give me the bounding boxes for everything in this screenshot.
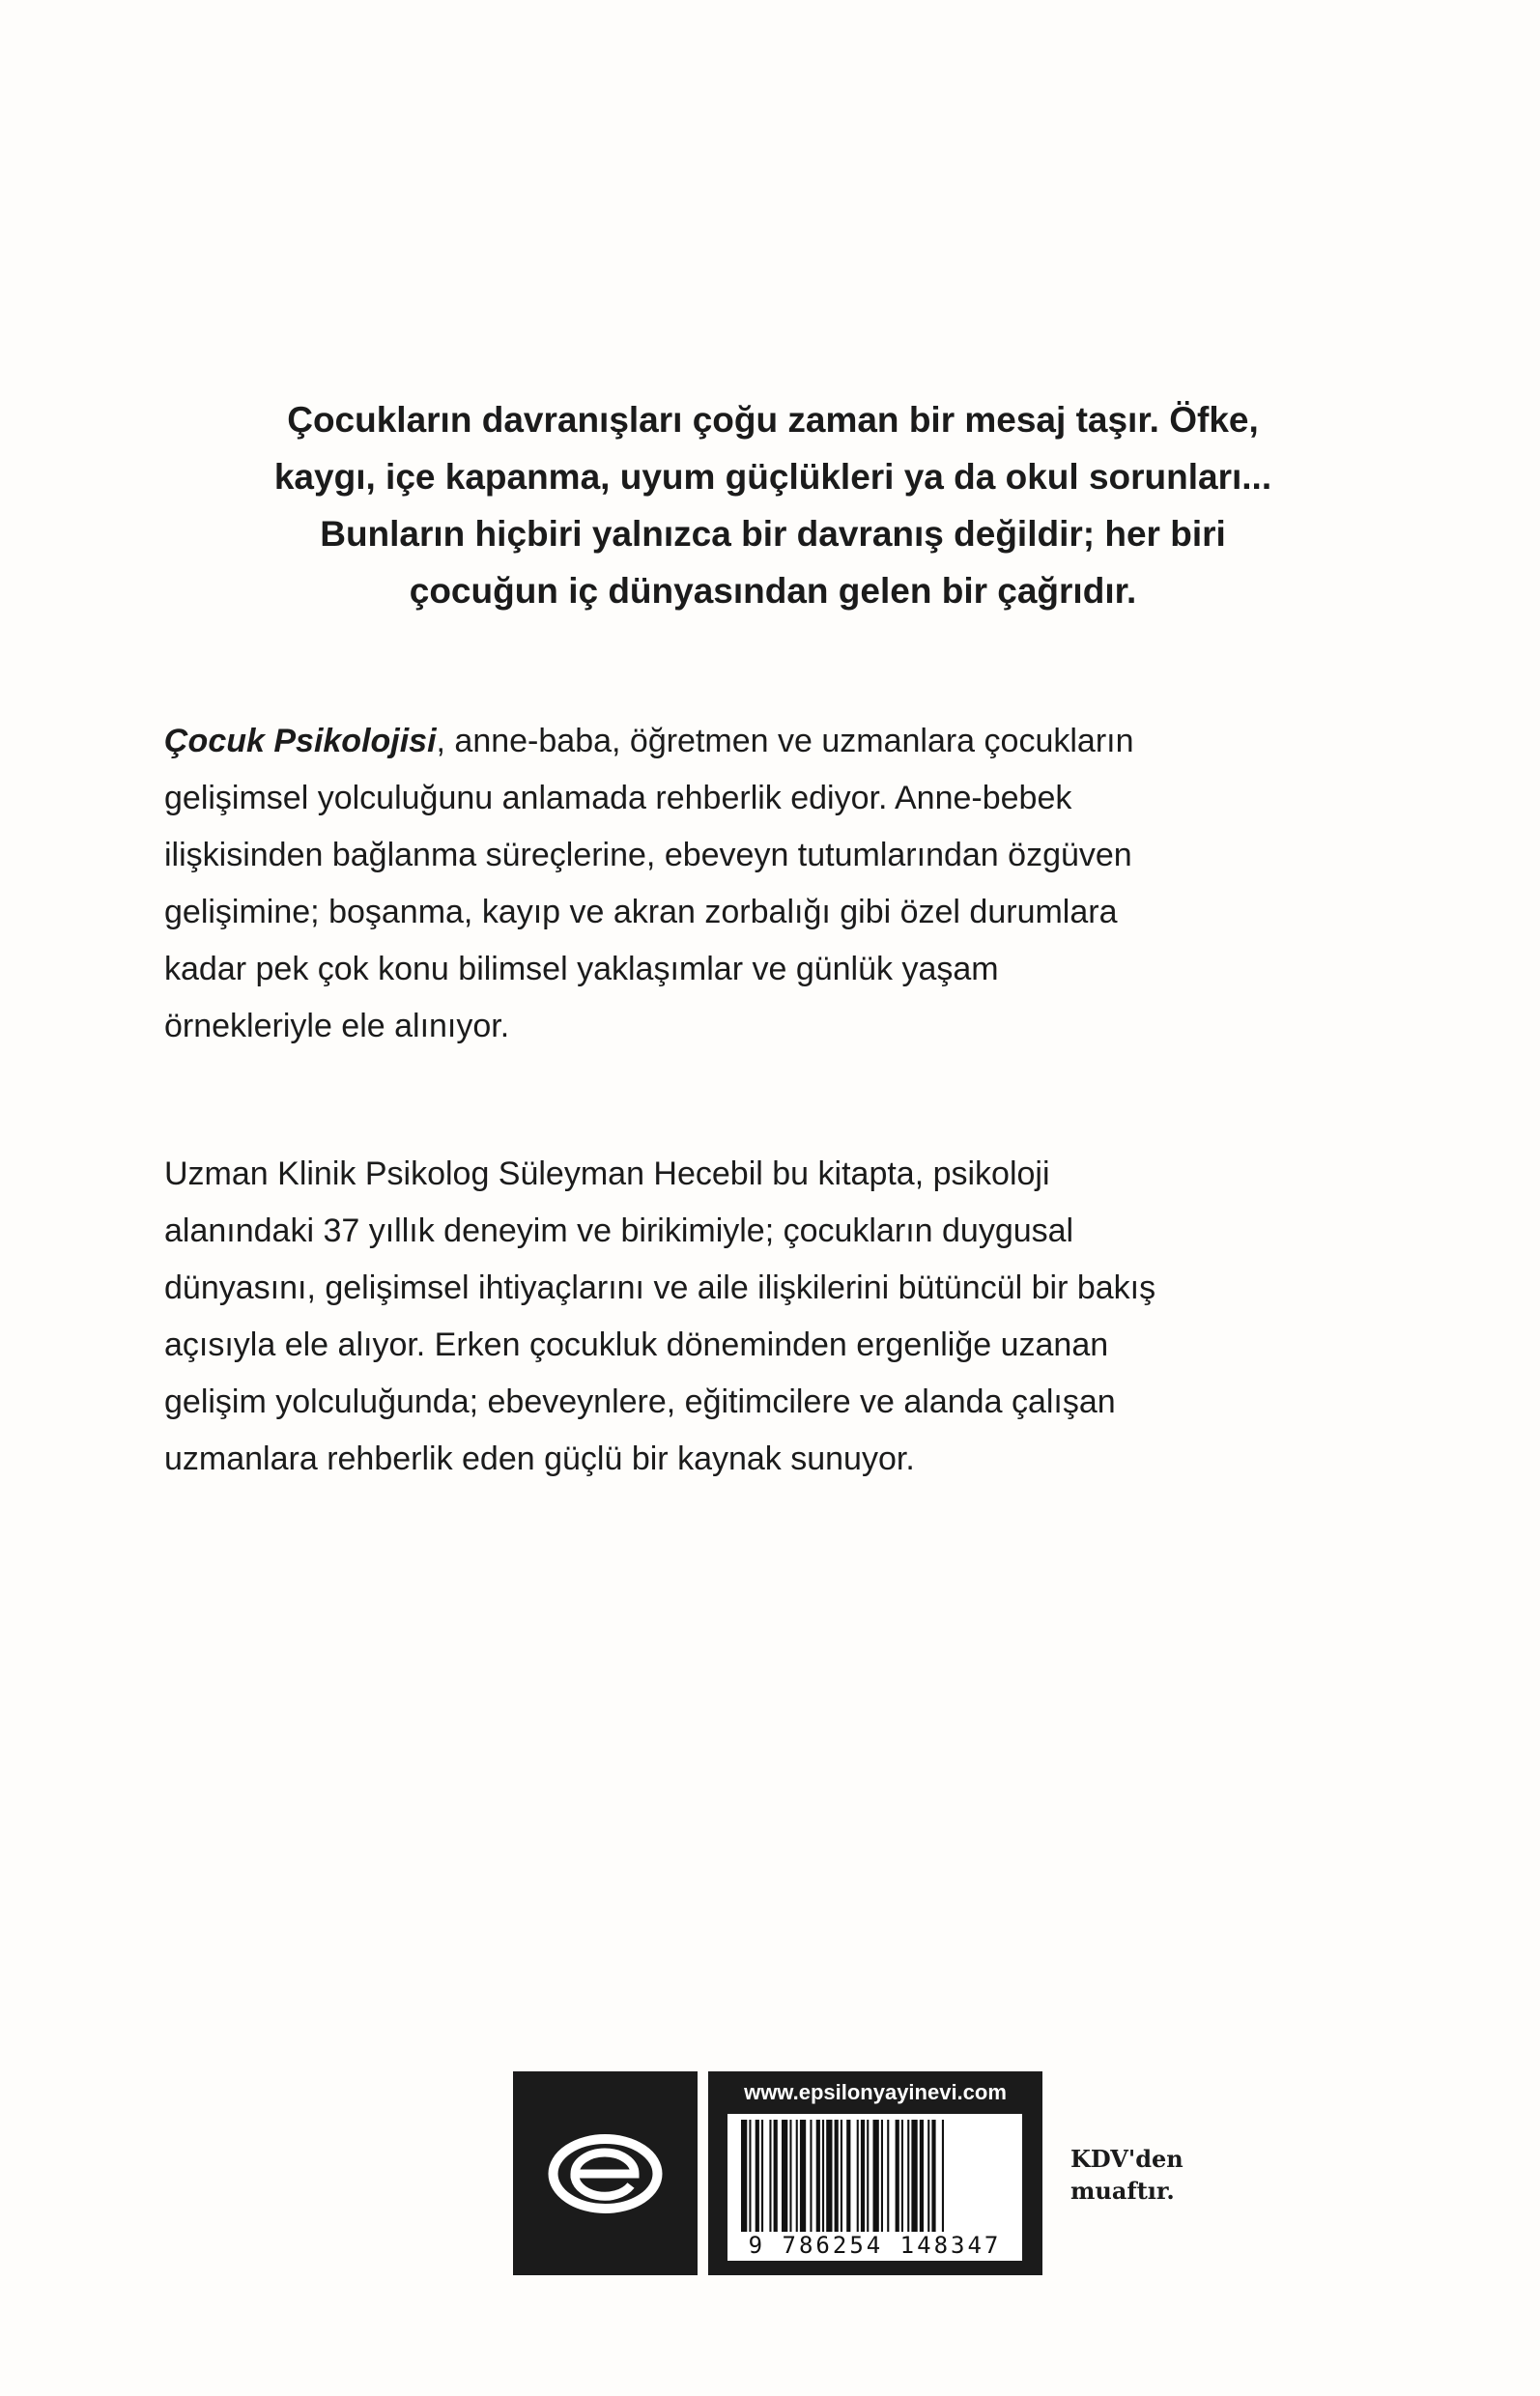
barcode-bar	[782, 2120, 787, 2234]
paragraph-line: gelişimsel yolculuğunu anlamada rehberlik ediyor. Anne-bebek	[164, 780, 1072, 816]
isbn-barcode	[727, 2114, 1022, 2261]
paragraph-line	[164, 713, 1391, 770]
barcode-bar	[835, 2120, 839, 2234]
barcode-bar	[769, 2120, 771, 2234]
barcode-bar	[816, 2120, 820, 2234]
tax-note-line: muaftır.	[1070, 2177, 1175, 2205]
barcode-bar	[741, 2120, 747, 2234]
barcode-bar	[789, 2120, 791, 2234]
barcode-bar	[800, 2120, 806, 2234]
intro-line: Çocukların davranışları çoğu zaman bir mesaj taşır. Öfke,	[287, 400, 1259, 440]
barcode-bar	[857, 2120, 859, 2234]
intro-blurb	[193, 391, 1353, 619]
barcode-bar	[920, 2120, 924, 2234]
paragraph-line: gelişim yolculuğunda; ebeveynlere, eğitimcilere ve alanda çalışan	[164, 1383, 1116, 1420]
paragraph-line-rest: , anne-baba, öğretmen ve uzmanlara çocukların	[436, 723, 1134, 759]
barcode-panel	[708, 2071, 1042, 2275]
paragraph-line: kadar pek çok konu bilimsel yaklaşımlar ve günlük yaşam	[164, 951, 999, 987]
barcode-bar	[907, 2120, 909, 2234]
intro-line: kaygı, içe kapanma, uyum güçlükleri ya da okul sorunları...	[273, 457, 1272, 497]
paragraph-line: alanındaki 37 yıllık deneyim ve birikimiyle; çocukların duygusal	[164, 1212, 1074, 1249]
barcode-bar	[896, 2120, 899, 2234]
isbn-digits: 9 786254 148347	[727, 2232, 1022, 2259]
barcode-bar	[867, 2120, 869, 2234]
barcode-bar	[881, 2120, 883, 2234]
paragraph-line: Uzman Klinik Psikolog Süleyman Hecebil bu kitapta, psikoloji	[164, 1155, 1050, 1192]
barcode-bar	[749, 2120, 751, 2234]
barcode-bar	[810, 2120, 812, 2234]
publisher-website: www.epsilonyayinevi.com	[744, 2080, 1007, 2104]
barcode-bar	[901, 2120, 903, 2234]
description-paragraph	[164, 713, 1391, 1055]
tax-note-line: KDV'den	[1070, 2145, 1184, 2173]
barcode-bar	[911, 2120, 917, 2234]
intro-line: çocuğun iç dünyasından gelen bir çağrıdır.	[409, 571, 1137, 611]
barcode-bar	[774, 2120, 778, 2234]
barcode-bar	[841, 2120, 842, 2234]
paragraph-line: gelişimine; boşanma, kayıp ve akran zorbalığı gibi özel durumlara	[164, 894, 1118, 930]
barcode-bar	[861, 2120, 865, 2234]
paragraph-line: açısıyla ele alıyor. Erken çocukluk döneminden ergenliğe uzanan	[164, 1326, 1109, 1363]
intro-line: Bunların hiçbiri yalnızca bir davranış değildir; her biri	[320, 514, 1226, 554]
publisher-logo	[513, 2071, 698, 2275]
barcode-bar	[846, 2120, 850, 2234]
barcode-bar	[931, 2120, 935, 2234]
barcode-bar	[927, 2120, 929, 2234]
barcode-bar	[822, 2120, 824, 2234]
paragraph-line: örnekleriyle ele alınıyor.	[164, 1008, 510, 1044]
barcode-bar	[761, 2120, 763, 2234]
barcode-bar	[756, 2120, 759, 2234]
barcode-bar	[942, 2120, 944, 2234]
tax-exempt-note	[1070, 2143, 1184, 2207]
barcode-bar	[887, 2120, 889, 2234]
barcode-bar	[796, 2120, 798, 2234]
paragraph-line: uzmanlara rehberlik eden güçlü bir kaynak sunuyor.	[164, 1440, 915, 1477]
book-title: Çocuk Psikolojisi	[164, 723, 437, 759]
paragraph-line: dünyasını, gelişimsel ihtiyaçlarını ve aile ilişkilerini bütüncül bir bakış	[164, 1269, 1156, 1306]
barcode-bar	[826, 2120, 832, 2234]
barcode-bar	[873, 2120, 879, 2234]
epsilon-e-logo-icon	[546, 2132, 665, 2215]
paragraph-line: ilişkisinden bağlanma süreçlerine, ebeveyn tutumlarından özgüven	[164, 837, 1132, 873]
author-paragraph	[164, 1146, 1391, 1488]
